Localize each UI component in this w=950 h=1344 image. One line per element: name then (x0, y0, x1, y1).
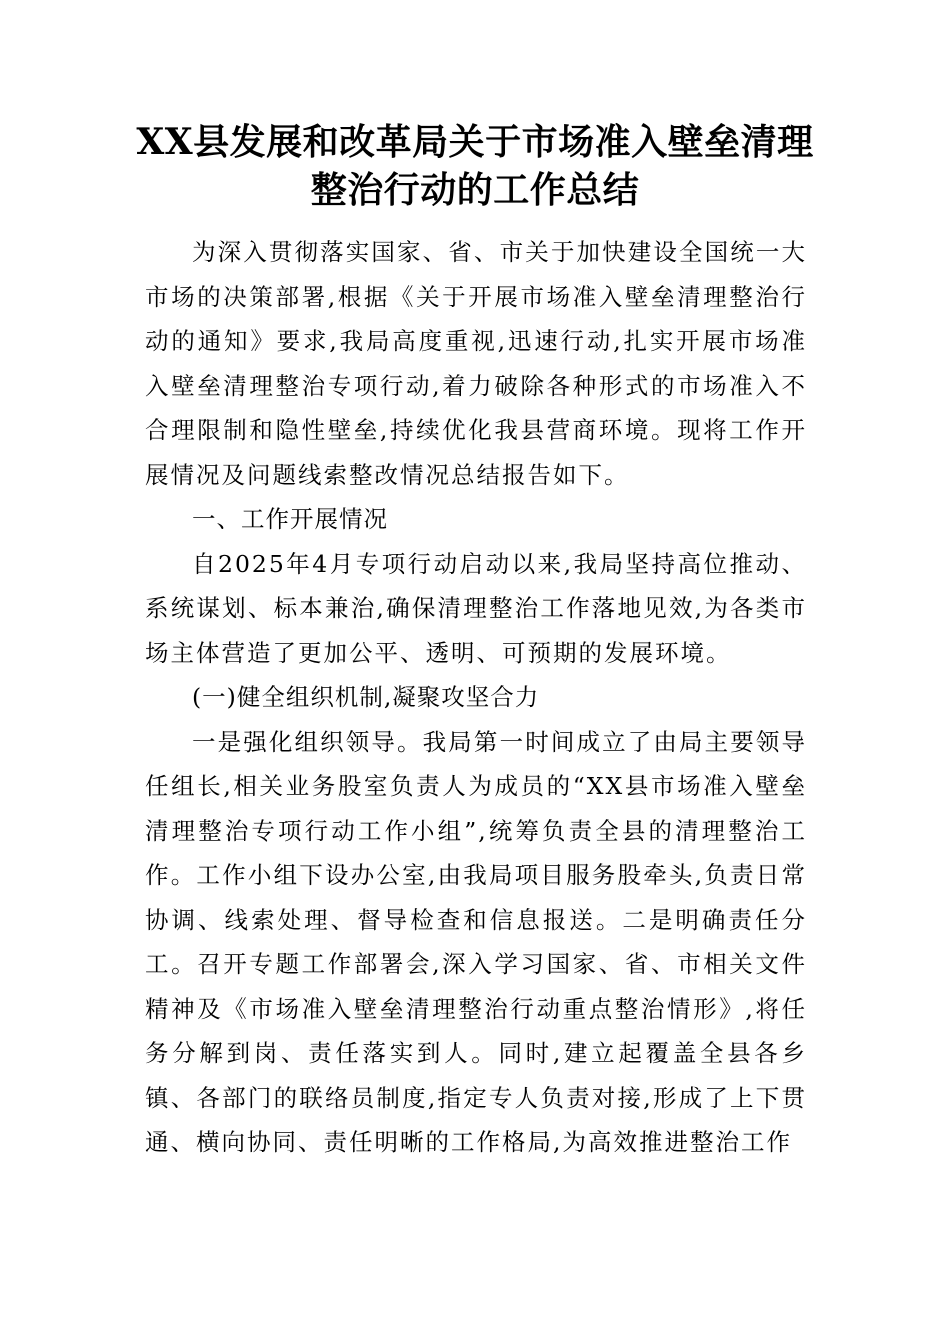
document-body (145, 230, 807, 1165)
document-title (120, 118, 830, 214)
document-title-line-1: XX县发展和改革局关于市场准入壁垒清理 (136, 121, 814, 163)
section-1-paragraph: 自2025年4月专项行动启动以来,我局坚持高位推动、系统谋划、标本兼治,确保清理整治工作落地见效,为各类市场主体营造了更加公平、透明、可预期的发展环境。 (145, 549, 807, 667)
subsection-1-paragraph: 一是强化组织领导。我局第一时间成立了由局主要领导任组长,相关业务股室负责人为成员的“XX县市场准入壁垒清理整治专项行动工作小组”,统筹负责全县的清理整治工作。工作小组下设办公室,由我局项目服务股牵头,负责日常协调、线索处理、督导检查和信息报送。二是明确责任分工。召开专题工作部署会,深入学习国家、省、市相关文件精神及《市场准入壁垒清理整治行动重点整治情形》,将任务分解到岗、责任落实到人。同时,建立起覆盖全县各乡镇、各部门的联络员制度,指定专人负责对接,形成了上下贯通、横向协同、责任明晰的工作格局,为高效推进整治工作 (145, 727, 807, 1156)
document-title-line-2: 整治行动的工作总结 (310, 169, 640, 211)
subsection-1-heading: (一)健全组织机制,凝聚攻坚合力 (192, 683, 540, 711)
section-1-heading: 一、工作开展情况 (192, 505, 388, 533)
intro-paragraph: 为深入贯彻落实国家、省、市关于加快建设全国统一大市场的决策部署,根据《关于开展市场准入壁垒清理整治行动的通知》要求,我局高度重视,迅速行动,扎实开展市场准入壁垒清理整治专项行动,着力破除各种形式的市场准入不合理限制和隐性壁垒,持续优化我县营商环境。现将工作开展情况及问题线索整改情况总结报告如下。 (145, 238, 807, 489)
